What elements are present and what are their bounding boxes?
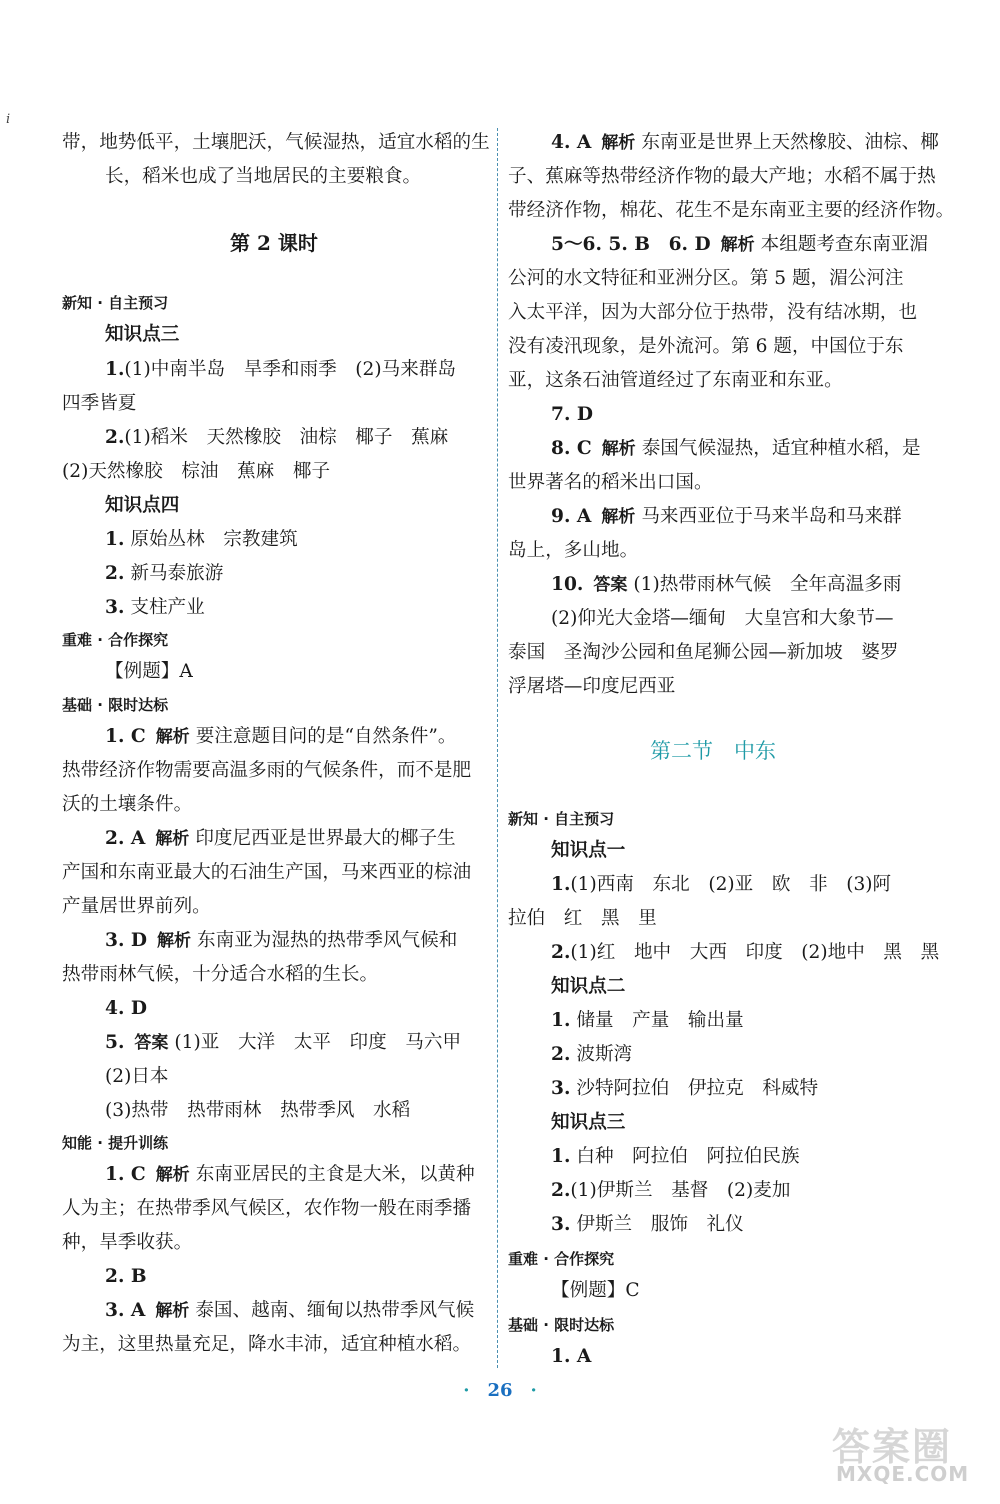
example-answer-2: 【例题】C xyxy=(551,1280,640,1301)
kp3b-item-1-text: 白种 阿拉伯 阿拉伯民族 xyxy=(576,1146,800,1167)
zhineng-q56 xyxy=(551,228,928,262)
jichu-q5-line-3: (3)热带 热带雨林 热带季风 水稻 xyxy=(105,1100,411,1121)
knowledge-point-3-b: 知识点三 xyxy=(551,1112,626,1133)
zhineng-q4-label: 解析 xyxy=(601,133,636,153)
watermark-logo xyxy=(832,1412,982,1492)
kp3b-item-1-num: 1. xyxy=(551,1146,571,1167)
zhineng-q9 xyxy=(551,500,902,534)
jichu-q5-num: 5. xyxy=(105,1032,125,1053)
zhineng-q9-num: 9. A xyxy=(551,506,592,527)
zhineng-q7 xyxy=(551,398,593,432)
watermark-text-en: MXQE.COM xyxy=(836,1462,970,1486)
kp3b-item-1 xyxy=(551,1140,799,1174)
kp1-item-1 xyxy=(551,868,891,902)
kp3-item-1-num: 1. xyxy=(105,359,125,380)
kp3b-item-3-text: 伊斯兰 服饰 礼仪 xyxy=(576,1214,744,1235)
zhineng-q3-num: 3. A xyxy=(105,1300,146,1321)
kp3b-item-2-text: (1)伊斯兰 基督 (2)麦加 xyxy=(570,1180,791,1201)
zhineng-q10-line-2: (2)仰光大金塔—缅甸 大皇宫和大象节— xyxy=(551,608,894,629)
jichu-q1 xyxy=(105,720,456,754)
jichu-q4 xyxy=(105,992,147,1026)
zhineng-q3-label: 解析 xyxy=(155,1301,190,1321)
zhineng-q56-label: 解析 xyxy=(720,235,755,255)
kp4-item-2-num: 2. xyxy=(105,563,125,584)
zhineng-q4-num: 4. A xyxy=(551,132,592,153)
zhineng-q9-label: 解析 xyxy=(601,507,636,527)
jichu-q1-line-3: 沃的土壤条件。 xyxy=(62,794,193,815)
section-heading-xinzhi-2: 新知 · 自主预习 xyxy=(508,810,615,828)
page-dot-left: · xyxy=(463,1380,470,1401)
zhineng-q56-line-4: 没有凌汛现象，是外流河。第 6 题，中国位于东 xyxy=(508,336,904,357)
kp3b-item-3 xyxy=(551,1208,744,1242)
jichu-q2-line-2: 产国和东南亚最大的石油生产国，马来西亚的棕油 xyxy=(62,862,472,883)
kp2-item-1-num: 1. xyxy=(551,1010,571,1031)
jichu-q2-label: 解析 xyxy=(155,829,190,849)
page-number-text: 26 xyxy=(487,1380,513,1401)
zhineng-q56-line-2: 公河的水文特征和亚洲分区。第 5 题，湄公河注 xyxy=(508,268,904,289)
zhineng-q8-line-2: 世界著名的稻米出口国。 xyxy=(508,472,713,493)
jichu-q4-num: 4. D xyxy=(105,998,148,1019)
zhineng-q56-line-3: 入太平洋，因为大部分位于热带，没有结冰期，也 xyxy=(508,302,918,323)
zhineng-q10-line-3: 泰国 圣淘沙公园和鱼尾狮公园—新加坡 婆罗 xyxy=(508,642,899,663)
kp1-item-1-text: (1)西南 东北 (2)亚 欧 非 (3)阿 xyxy=(570,874,892,895)
kp4-item-1-num: 1. xyxy=(105,529,125,550)
zhineng-q7-num: 7. D xyxy=(551,404,594,425)
intro-line-1: 带，地势低平，土壤肥沃，气候湿热，适宜水稻的生 xyxy=(62,132,490,153)
page-number xyxy=(0,1380,1000,1401)
kp3b-item-2-num: 2. xyxy=(551,1180,571,1201)
watermark-text-cn: 答案圈 xyxy=(832,1425,953,1469)
jichu-q1-line-2: 热带经济作物需要高温多雨的气候条件，而不是肥 xyxy=(62,760,472,781)
zhineng-q2 xyxy=(105,1260,147,1294)
jichu-q5 xyxy=(105,1026,461,1060)
jichu-q3-text: 东南亚为湿热的热带季风气候和 xyxy=(197,930,458,951)
kp2-item-2-text: 波斯湾 xyxy=(576,1044,633,1065)
kp4-item-2 xyxy=(105,557,223,591)
jichu-q3 xyxy=(105,924,457,958)
kp2-item-1 xyxy=(551,1004,744,1038)
kp1-item-2-num: 2. xyxy=(551,942,571,963)
zhineng-q10-num: 10. xyxy=(551,574,584,595)
jichu-q2-num: 2. A xyxy=(105,828,146,849)
section-heading-jichu: 基础 · 限时达标 xyxy=(62,696,169,714)
zhineng-q8 xyxy=(551,432,921,466)
jichu-q1-label: 解析 xyxy=(155,727,190,747)
jichu-b-q1 xyxy=(551,1340,591,1374)
zhineng-q4-line-2: 子、蕉麻等热带经济作物的最大产地；水稻不属于热 xyxy=(508,166,936,187)
jichu-q1-num: 1. C xyxy=(105,726,146,747)
section-title-middle-east: 第二节 中东 xyxy=(650,739,776,763)
kp1-item-2 xyxy=(551,936,939,970)
kp2-item-1-text: 储量 产量 输出量 xyxy=(576,1010,744,1031)
kp3-item-2-cont: (2)天然橡胶 棕油 蕉麻 椰子 xyxy=(62,461,331,482)
zhineng-q56-text: 本组题考查东南亚湄 xyxy=(760,234,928,255)
zhineng-q56-num: 5～6. 5. B 6. D xyxy=(551,234,711,255)
section-heading-zhineng: 知能 · 提升训练 xyxy=(62,1134,169,1152)
margin-mark: i xyxy=(6,112,11,127)
kp1-item-1-cont: 拉伯 红 黑 里 xyxy=(508,908,657,929)
example-answer: 【例题】A xyxy=(105,661,193,682)
jichu-q3-line-2: 热带雨林气候，十分适合水稻的生长。 xyxy=(62,964,379,985)
column-divider xyxy=(497,128,498,1368)
zhineng-q10-label: 答案 xyxy=(593,575,628,595)
zhineng-q10-line-4: 浮屠塔—印度尼西亚 xyxy=(508,676,676,697)
jichu-q1-text: 要注意题目问的是“自然条件”。 xyxy=(195,726,457,747)
kp4-item-2-text: 新马泰旅游 xyxy=(130,563,224,584)
knowledge-point-2: 知识点二 xyxy=(551,976,626,997)
zhineng-q4-text: 东南亚是世界上天然橡胶、油棕、椰 xyxy=(641,132,939,153)
jichu-q3-label: 解析 xyxy=(157,931,192,951)
knowledge-point-4: 知识点四 xyxy=(105,495,180,516)
zhineng-q1-line-2: 人为主；在热带季风气候区，农作物一般在雨季播 xyxy=(62,1198,472,1219)
section-heading-jichu-2: 基础 · 限时达标 xyxy=(508,1316,615,1334)
page-dot-right: · xyxy=(530,1380,537,1401)
kp1-item-1-num: 1. xyxy=(551,874,571,895)
kp3b-item-2 xyxy=(551,1174,790,1208)
kp3-item-1-text: (1)中南半岛 旱季和雨季 (2)马来群岛 xyxy=(124,359,457,380)
kp3-item-2-text: (1)稻米 天然橡胶 油棕 椰子 蕉麻 xyxy=(124,427,449,448)
zhineng-q1-text: 东南亚居民的主食是大米，以黄种 xyxy=(195,1164,475,1185)
kp2-item-2 xyxy=(551,1038,632,1072)
kp1-item-2-text: (1)红 地中 大西 印度 (2)地中 黑 黑 xyxy=(570,942,940,963)
zhineng-q10-text: (1)热带雨林气候 全年高温多雨 xyxy=(633,574,902,595)
kp2-item-2-num: 2. xyxy=(551,1044,571,1065)
zhineng-q8-text: 泰国气候湿热，适宜种植水稻，是 xyxy=(641,438,921,459)
kp3-item-1 xyxy=(105,353,456,387)
jichu-q3-num: 3. D xyxy=(105,930,148,951)
kp3-item-2-num: 2. xyxy=(105,427,125,448)
kp2-item-3-num: 3. xyxy=(551,1078,571,1099)
knowledge-point-3: 知识点三 xyxy=(105,324,180,345)
kp2-item-3 xyxy=(551,1072,818,1106)
zhineng-q3 xyxy=(105,1294,474,1328)
zhineng-q2-num: 2. B xyxy=(105,1266,147,1287)
jichu-b-q1-num: 1. A xyxy=(551,1346,592,1367)
intro-line-2: 长，稻米也成了当地居民的主要粮食。 xyxy=(105,166,422,187)
kp3-item-2 xyxy=(105,421,448,455)
zhineng-q1-line-3: 种，旱季收获。 xyxy=(62,1232,193,1253)
zhineng-q8-label: 解析 xyxy=(601,439,636,459)
kp4-item-3-num: 3. xyxy=(105,597,125,618)
jichu-q5-label: 答案 xyxy=(134,1033,169,1053)
zhineng-q1-num: 1. C xyxy=(105,1164,146,1185)
zhineng-q4-line-3: 带经济作物，棉花、花生不是东南亚主要的经济作物。 xyxy=(508,200,955,221)
lesson-title: 第 2 课时 xyxy=(230,231,318,255)
section-heading-zhongnan-2: 重难 · 合作探究 xyxy=(508,1250,615,1268)
zhineng-q3-line-2: 为主，这里热量充足，降水丰沛，适宜种植水稻。 xyxy=(62,1334,472,1355)
kp4-item-1-text: 原始丛林 宗教建筑 xyxy=(130,529,298,550)
section-heading-zhongnan: 重难 · 合作探究 xyxy=(62,631,169,649)
jichu-q5-line-2: (2)日本 xyxy=(105,1066,169,1087)
zhineng-q56-line-5: 亚，这条石油管道经过了东南亚和东亚。 xyxy=(508,370,843,391)
kp3b-item-3-num: 3. xyxy=(551,1214,571,1235)
zhineng-q1-label: 解析 xyxy=(155,1165,190,1185)
jichu-q2-line-3: 产量居世界前列。 xyxy=(62,896,211,917)
zhineng-q1 xyxy=(105,1158,475,1192)
kp4-item-3-text: 支柱产业 xyxy=(130,597,205,618)
kp4-item-3 xyxy=(105,591,205,625)
knowledge-point-1: 知识点一 xyxy=(551,840,626,861)
kp4-item-1 xyxy=(105,523,298,557)
jichu-q2 xyxy=(105,822,456,856)
zhineng-q4 xyxy=(551,126,939,160)
zhineng-q9-text: 马来西亚位于马来半岛和马来群 xyxy=(641,506,902,527)
jichu-q2-text: 印度尼西亚是世界最大的椰子生 xyxy=(195,828,456,849)
kp3-item-1-cont: 四季皆夏 xyxy=(62,393,137,414)
zhineng-q3-text: 泰国、越南、缅甸以热带季风气候 xyxy=(195,1300,475,1321)
jichu-q5-text: (1)亚 大洋 太平 印度 马六甲 xyxy=(174,1032,462,1053)
zhineng-q10 xyxy=(551,568,901,602)
kp2-item-3-text: 沙特阿拉伯 伊拉克 科威特 xyxy=(576,1078,819,1099)
zhineng-q9-line-2: 岛上，多山地。 xyxy=(508,540,639,561)
section-heading-xinzhi: 新知 · 自主预习 xyxy=(62,294,169,312)
zhineng-q8-num: 8. C xyxy=(551,438,592,459)
